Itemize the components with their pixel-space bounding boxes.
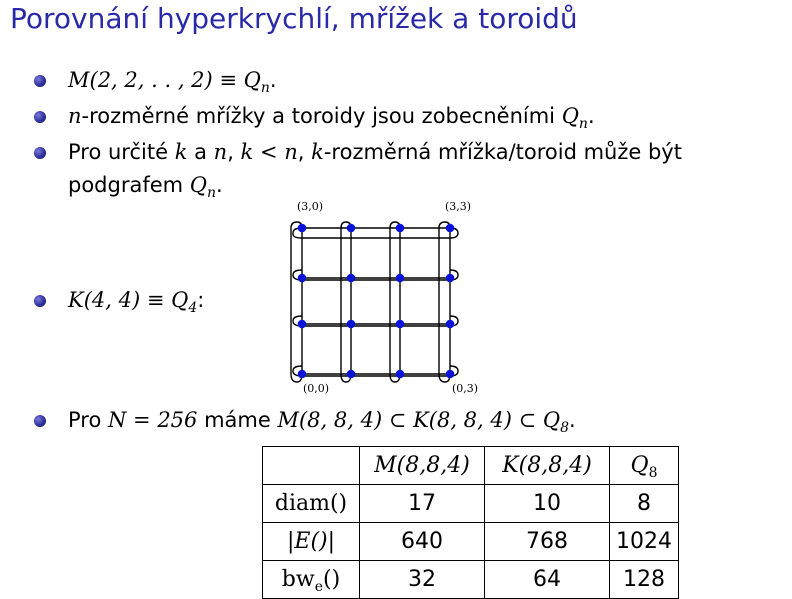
- bullet-icon: [34, 75, 46, 87]
- table-header-cell: [263, 447, 360, 485]
- grid-node: [396, 224, 405, 233]
- bullet-item: [34, 100, 779, 133]
- bullet-item: [34, 284, 274, 317]
- bullet-icon: [34, 111, 46, 123]
- table-cell: 64: [485, 561, 610, 599]
- table-row-header: |E()|: [263, 523, 360, 561]
- comparison-table: [262, 446, 679, 599]
- bullet-text: n-rozměrné mřížky a toroidy jsou zobecněními $Q_n$.: [68, 104, 595, 132]
- bullet-text: M(2, 2, . . , $2) \equiv Q_n$.: [68, 68, 277, 96]
- table-row: [263, 485, 679, 523]
- table-header-cell: M(8,8,4): [360, 447, 485, 485]
- grid-node: [347, 370, 356, 379]
- bullet-item: [34, 136, 779, 202]
- grid-node: [446, 320, 455, 329]
- table-cell: 10: [485, 485, 610, 523]
- bullet-icon: [34, 415, 46, 427]
- table-cell: 8: [610, 485, 679, 523]
- grid-nodes: [298, 224, 455, 379]
- col-wrap-edge: [390, 222, 400, 382]
- grid-node: [298, 274, 307, 283]
- grid-node: [298, 370, 307, 379]
- table-header-cell: K(8,8,4): [485, 447, 610, 485]
- table-cell: 640: [360, 523, 485, 561]
- bullet-text: K(4, $4) \equiv Q_4$:: [68, 288, 205, 316]
- grid-node: [347, 224, 356, 233]
- bullet-icon: [34, 147, 46, 159]
- table-row: [263, 523, 679, 561]
- table-header-cell: $Q_8$: [610, 447, 679, 485]
- col-wrap-edge: [439, 222, 450, 382]
- grid-node: [298, 224, 307, 233]
- grid-node: [347, 274, 356, 283]
- table-cell: 32: [360, 561, 485, 599]
- grid-node: [446, 370, 455, 379]
- corner-label-bottom-left: (0,0): [303, 382, 330, 395]
- col-wrap-edge: [341, 222, 351, 382]
- grid-node: [298, 320, 307, 329]
- bullet-item: [34, 64, 779, 97]
- bullet-text: Pro určité k a n, k < n, k-rozměrná mřížka/toroid může být podgrafem $Q_n$.: [68, 140, 682, 201]
- table-row: [263, 561, 679, 599]
- toroid-grid-figure: [280, 196, 490, 401]
- grid-node: [396, 370, 405, 379]
- grid-node: [446, 224, 455, 233]
- col-wrap-edge: [291, 222, 302, 382]
- row-wrap-edge: [293, 228, 458, 238]
- bullet-icon: [34, 295, 46, 307]
- table-cell: 128: [610, 561, 679, 599]
- table-cell: 17: [360, 485, 485, 523]
- bullet-text: Pro N = 256 máme M(8, 8, 4) ⊂ K(8, 8, 4) ⊂ $Q_8$.: [68, 408, 576, 436]
- table-cell: 768: [485, 523, 610, 561]
- table-header-row: [263, 447, 679, 485]
- corner-label-top-left: (3,0): [297, 200, 324, 213]
- grid-node: [446, 274, 455, 283]
- corner-label-bottom-right: (0,3): [452, 382, 479, 395]
- table-row-header: $bw_e()$: [263, 561, 360, 599]
- table-row-header: diam(): [263, 485, 360, 523]
- grid-node: [347, 320, 356, 329]
- slide-title: Porovnání hyperkrychlí, mřížek a toroidů: [10, 2, 578, 35]
- grid-node: [396, 274, 405, 283]
- table-cell: 1024: [610, 523, 679, 561]
- grid-node: [396, 320, 405, 329]
- bullet-item: [34, 404, 779, 437]
- corner-label-top-right: (3,3): [445, 200, 472, 213]
